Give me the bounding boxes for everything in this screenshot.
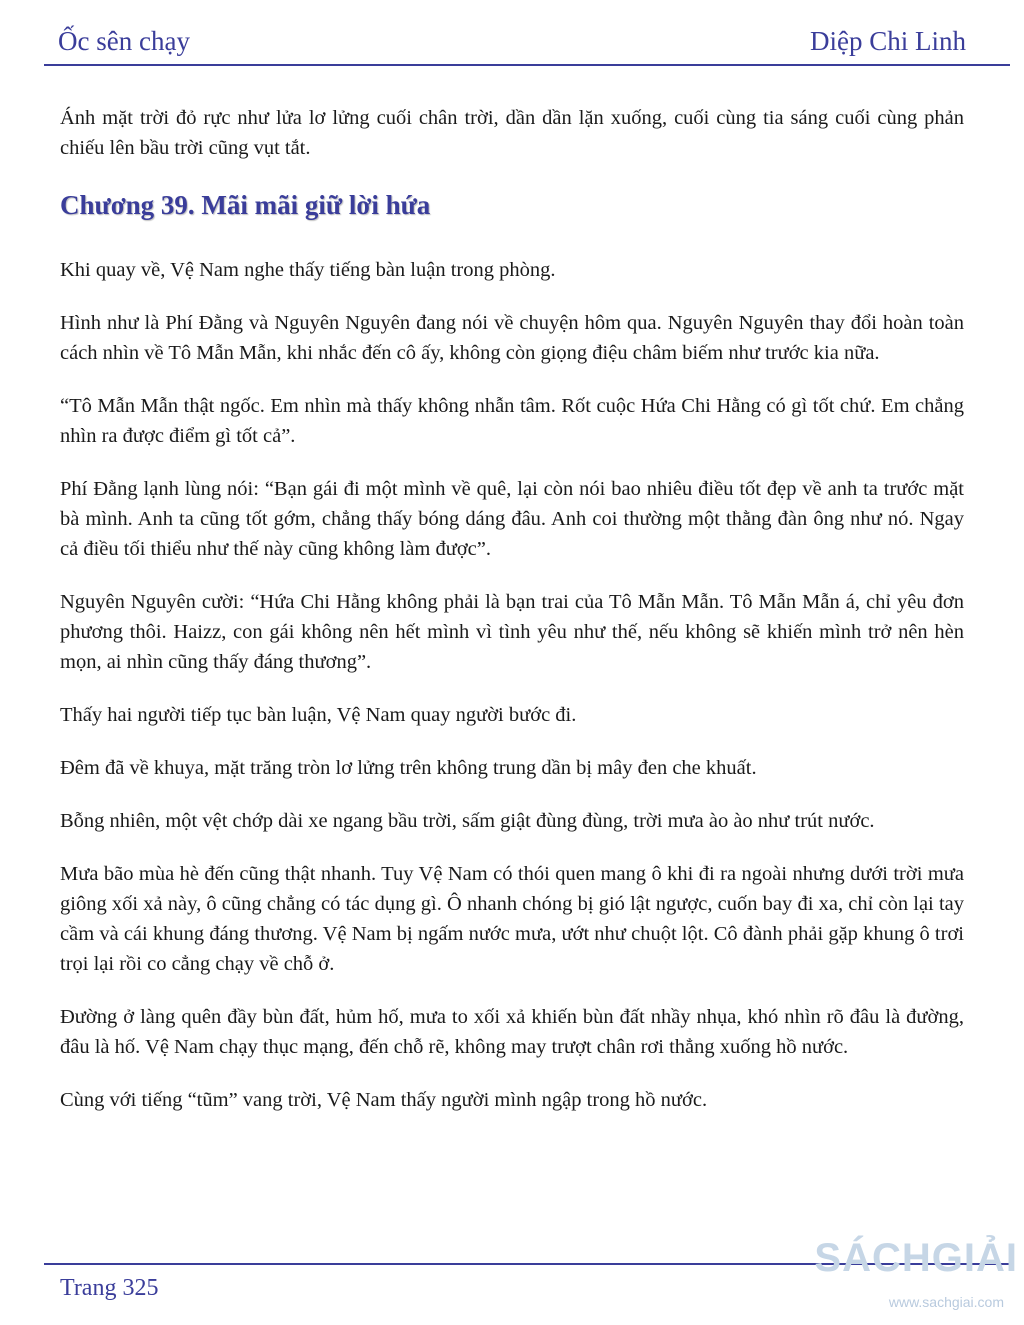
- book-title: Ốc sên chạy: [58, 26, 190, 56]
- watermark: [814, 1222, 1018, 1322]
- page-number: Trang 325: [60, 1275, 159, 1301]
- paragraph: Thấy hai người tiếp tục bàn luận, Vệ Nam quay người bước đi.: [60, 704, 577, 726]
- paragraph: Khi quay về, Vệ Nam nghe thấy tiếng bàn luận trong phòng.: [60, 259, 556, 281]
- paragraph: Cùng với tiếng “tũm” vang trời, Vệ Nam thấy người mình ngập trong hồ nước.: [60, 1089, 708, 1111]
- paragraph: Mưa bão mùa hè đến cũng thật nhanh. Tuy Vệ Nam có thói quen mang ô khi đi ra ngoài nhưng dưới trời mưa giông xối xả này, ô cũng chẳng có tác dụng gì. Ô nhanh chóng bị gió lật ngược, cuốn bay đi xa, chỉ còn lại tay cầm và cái khung đáng thương. Vệ Nam bị ngấm nước mưa, ướt như chuột lột. Cô đành phải gặp khung ô trơi trọi lại rồi co cẳng chạy về chỗ ở.: [60, 863, 964, 975]
- watermark-logo: SÁCHGIẢI: [814, 1236, 1018, 1280]
- paragraph: Hình như là Phí Đằng và Nguyên Nguyên đang nói về chuyện hôm qua. Nguyên Nguyên thay đổi hoàn toàn cách nhìn về Tô Mẫn Mẫn, khi nhắc đến cô ấy, không còn giọng điệu châm biếm như trước kia nữa.: [60, 312, 964, 364]
- paragraph: “Tô Mẫn Mẫn thật ngốc. Em nhìn mà thấy không nhẫn tâm. Rốt cuộc Hứa Chi Hằng có gì tốt chứ. Em chẳng nhìn ra được điểm gì tốt cả”.: [60, 395, 964, 447]
- watermark-url: www.sachgiai.com: [888, 1294, 1004, 1310]
- page-header: [58, 26, 966, 66]
- paragraph: Đường ở làng quên đầy bùn đất, hủm hố, mưa to xối xả khiến bùn đất nhầy nhụa, khó nhìn rõ đâu là đường, đâu là hố. Vệ Nam chạy thục mạng, đến chỗ rẽ, không may trượt chân rơi thẳng xuống hồ nước.: [60, 1006, 964, 1058]
- paragraph: Nguyên Nguyên cười: “Hứa Chi Hằng không phải là bạn trai của Tô Mẫn Mẫn. Tô Mẫn Mẫn á, chỉ yêu đơn phương thôi. Haizz, con gái không nên hết mình vì tình yêu như thế, nếu không sẽ khiến mình trở nên hèn mọn, ai nhìn cũng thấy đáng thương”.: [60, 591, 964, 673]
- chapter-title: Chương 39. Mãi mãi giữ lời hứa: [60, 190, 431, 220]
- author-name: Diệp Chi Linh: [810, 26, 966, 56]
- paragraph: Bỗng nhiên, một vệt chớp dài xe ngang bầu trời, sấm giật đùng đùng, trời mưa ào ào như trút nước.: [60, 810, 875, 832]
- paragraph: Phí Đằng lạnh lùng nói: “Bạn gái đi một mình về quê, lại còn nói bao nhiêu điều tốt đẹp về anh ta trước mặt bà mình. Anh ta cũng tốt gớm, chẳng thấy bóng dáng đâu. Anh coi thường một thằng đàn ông như nó. Ngay cả điều tối thiểu như thế này cũng không làm được”.: [60, 478, 964, 560]
- paragraph: Đêm đã về khuya, mặt trăng tròn lơ lửng trên không trung dần bị mây đen che khuất.: [60, 757, 757, 779]
- page-content: [60, 103, 964, 1138]
- header-divider: [44, 64, 1010, 66]
- intro-paragraph: Ánh mặt trời đỏ rực như lửa lơ lửng cuối chân trời, dần dần lặn xuống, cuối cùng tia sáng cuối cùng phản chiếu lên bầu trời cũng vụt tắt.: [60, 107, 964, 159]
